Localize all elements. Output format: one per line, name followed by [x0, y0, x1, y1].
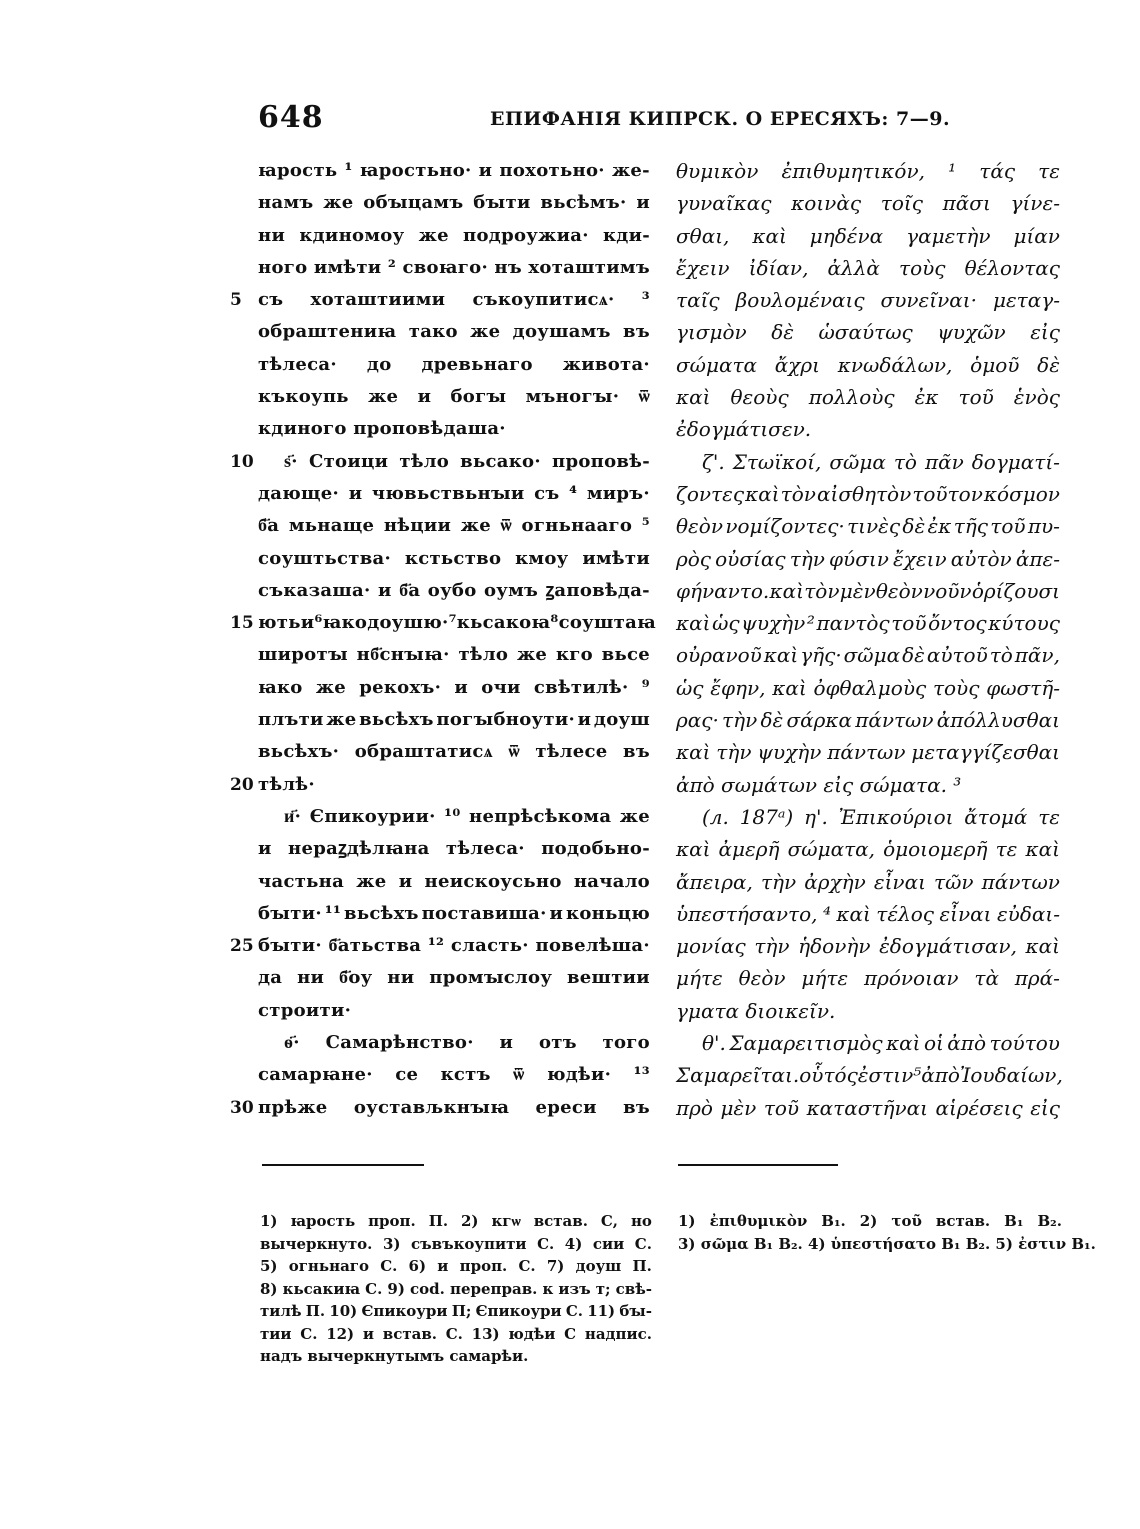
footnote-line: 8) кьсакиꙗ С. 9) cod. переправ. к изъ т; свѣ- [260, 1279, 652, 1298]
text-line: б҃а мьнаще нѣции же ѿ огньнааго ⁵ [258, 515, 650, 537]
text-line: πρὸ μὲν τοῦ καταστῆναι αἱρέσεις εἰς [676, 1095, 1060, 1120]
text-line: γισμὸν δὲ ὡσαύτως ψυχῶν εἰς [676, 320, 1060, 345]
text-line: ταῖς βουλομέναις συνεῖναι· μεταγ- [676, 288, 1060, 313]
text-line: θεὸν νομίζοντες· τινὲς δὲ ἐκ τῆς τοῦ πυ- [676, 514, 1060, 539]
page-number: 648 [258, 100, 324, 135]
footnote-line: 1) ἐπιθυμικὸν B₁. 2) τοῦ встав. B₁ B₂. [678, 1212, 1062, 1230]
text-line: вьсѣхъ· обраштатисѧ ѿ тѣлесе въ [258, 741, 650, 763]
text-line: ни кдиномоу же подроужиа· кди- [258, 224, 650, 246]
footnote-line: 1) ꙗрость проп. П. 2) кгѡ встав. С, но [260, 1212, 652, 1230]
text-line: плъти же вьсѣхъ погꙑбноути· и доуш [258, 709, 650, 731]
text-line: οὐρανοῦ καὶ γῆς· σῶμα δὲ αὐτοῦ τὸ πᾶν, [676, 643, 1060, 668]
text-line: σθαι, καὶ μηδένα γαμετὴν μίαν [676, 223, 1060, 248]
line-number-15: 15 [230, 613, 254, 633]
text-line: тѣлеса· до древьнаго живота· [258, 353, 650, 375]
text-line: ἔχειν ἰδίαν, ἀλλὰ τοὺς θέλοντας [676, 255, 1060, 280]
text-line: θ'. Σαμαρειτισμὸς καὶ οἱ ἀπὸ τούτου [702, 1031, 1060, 1056]
text-line: частьна же и неискоусьно начало [258, 870, 650, 892]
text-line: широтꙑ нб҃снꙑꙗ· тѣло же кго вьсе [258, 644, 650, 666]
text-line: бꙑти· б҃атьства ¹² сласть· повелѣша· [258, 935, 650, 957]
footnotes-right [678, 1210, 1096, 1255]
text-line: соуштьства· кстьство кмоу имѣти [258, 547, 650, 569]
text-line: ζοντες καὶ τὸν αἰσθητὸν τοῦτον κόσμον [676, 481, 1060, 506]
text-line: μονίας τὴν ἡδονὴν ἐδογμάτισαν, καὶ [676, 934, 1060, 959]
text-line: καὶ ἀμερῆ σώματα, ὁμοιομερῆ τε καὶ [676, 837, 1060, 862]
text-line: ꙗрость ¹ ꙗростьно· и похотьно· же- [258, 160, 650, 181]
line-number-25: 25 [230, 936, 254, 956]
text-line: ного имѣти ² своꙗго· нъ хоташтимъ [258, 256, 650, 278]
text-line: да ни б҃оу ни промꙑслоу вештии [258, 967, 650, 989]
text-line: φήναντο. καὶ τὸν μὲν θεὸν νοῦν ὁρίζουσι [676, 578, 1060, 603]
line-number-20: 20 [230, 775, 254, 795]
line-number-10: 10 [230, 452, 254, 472]
line-number-5: 5 [230, 290, 242, 310]
text-line: обраштениꙗ тако же доушамъ въ [258, 321, 650, 343]
text-line: ἐδογμάτισεν. [676, 417, 812, 442]
text-line: и нераꙁдѣлꙗна тѣлеса· подобьно- [258, 838, 650, 860]
text-line: (л. 187ᵃ) η'. Ἐπικούριοι ἄτομά τε [702, 804, 1060, 829]
text-line: ἄπειρα, τὴν ἀρχὴν εἶναι τῶν πάντων [676, 869, 1060, 894]
text-line: ὡς ἔφην, καὶ ὀφθαλμοὺς τοὺς φωστῆ- [676, 675, 1060, 700]
text-line: тѣлѣ· [258, 773, 315, 795]
right-column-greek [676, 155, 1063, 1124]
text-line: ꙗко же рекохъ· и очи свѣтилѣ· ⁹ [258, 676, 650, 698]
footnote-rule-left [262, 1164, 424, 1166]
text-line: ѕ҃· Стоици тѣло вьсако· проповѣ- [284, 450, 650, 472]
footnote-rule-right [678, 1164, 838, 1166]
footnote-line: надъ вычеркнутымъ самарѣи. [260, 1347, 529, 1365]
footnote-line: 3) σῶμα B₁ B₂. 4) ὑπεστήσατο B₁ B₂. 5) ἐστιν B₁. [678, 1234, 1096, 1253]
text-line: ἀπὸ σωμάτων εἰς σώματα. ³ [676, 772, 962, 797]
text-line: намъ же обꙑцамъ бꙑти вьсѣмъ· и [258, 192, 650, 214]
left-column-church-slavonic [258, 155, 657, 1124]
text-line: ють и ⁶ ꙗко доушю· ⁷ кьсакоꙗ ⁸ соуштаꙗ [258, 612, 657, 634]
text-line: ὑπεστήσαντο, ⁴ καὶ τέλος εἶναι εὐδαι- [676, 901, 1060, 926]
text-line: дающе· и чювьствьнꙑи съ ⁴ миръ· [258, 482, 650, 504]
text-line: кдиного проповѣдаша· [258, 418, 506, 440]
text-line: бꙑти· ¹¹ вьсѣхъ поставиша· и коньцю [258, 902, 650, 924]
running-header: ЕПИФАНІЯ КИПРСК. О ЕРЕСЯХЪ: 7—9. [490, 108, 951, 130]
text-line: καὶ ὡς ψυχὴν ² παντὸς τοῦ ὄντος κύτους [676, 611, 1060, 636]
text-line: прѣже оустављкнꙑꙗ ереси въ [258, 1096, 650, 1118]
footnotes-left [260, 1210, 652, 1368]
text-line: Σαμαρεῖται. οὗτός ἐστιν ⁵ ἀπὸ Ἰουδαίων, [676, 1063, 1063, 1088]
text-line: θυμικὸν ἐπιθυμητικόν, ¹ τάς τε [676, 159, 1060, 183]
text-line: ρὸς οὐσίας τὴν φύσιν ἔχειν αὐτὸν ἀπε- [676, 546, 1060, 571]
footnote-line: вычеркнуто. 3) съвъкоупити С. 4) сии С. [260, 1234, 652, 1253]
text-line: съ хоташтиими съкоупитисѧ· ³ [258, 289, 650, 311]
footnote-line: 5) огньнаго С. 6) и проп. С. 7) доуш П. [260, 1257, 652, 1275]
text-line: σώματα ἄχρι κνωδάλων, ὁμοῦ δὲ [676, 352, 1060, 377]
text-line: καὶ τὴν ψυχὴν πάντων μεταγγίζεσθαι [676, 740, 1060, 765]
text-line: съказаша· и б҃а оубо оумъ ꙁаповѣда- [258, 579, 650, 601]
text-line: ρας· τὴν δὲ σάρκα πάντων ἀπόλλυσθαι [676, 708, 1060, 733]
text-line: самарꙗне· се кстъ ѿ юдѣи· ¹³ [258, 1064, 650, 1086]
text-line: строити· [258, 999, 352, 1021]
text-line: γυναῖκας κοινὰς τοῖς πᾶσι γίνε- [676, 191, 1060, 216]
text-line: μήτε θεὸν μήτε πρόνοιαν τὰ πρά- [676, 966, 1060, 991]
footnote-line: тии С. 12) и встав. С. 13) юдѣи С надпис. [260, 1324, 652, 1343]
text-line: γματα διοικεῖν. [676, 998, 836, 1023]
text-line: ѳ҃· Самарѣнство· и отъ того [284, 1032, 650, 1054]
line-number-30: 30 [230, 1098, 254, 1118]
text-line: и҃· Єпикоурии· ¹⁰ непрѣсѣкома же [284, 805, 650, 827]
text-line: къкоупь же и богꙑ мъногꙑ· ѿ [258, 386, 650, 408]
text-line: καὶ θεοὺς πολλοὺς ἐκ τοῦ ἑνὸς [676, 385, 1060, 410]
footnote-line: тилѣ П. 10) Єпикоури П; Єпикоури С. 11) бꙑ- [260, 1302, 652, 1320]
text-line: ζ'. Στωϊκοί, σῶμα τὸ πᾶν δογματί- [702, 449, 1060, 474]
